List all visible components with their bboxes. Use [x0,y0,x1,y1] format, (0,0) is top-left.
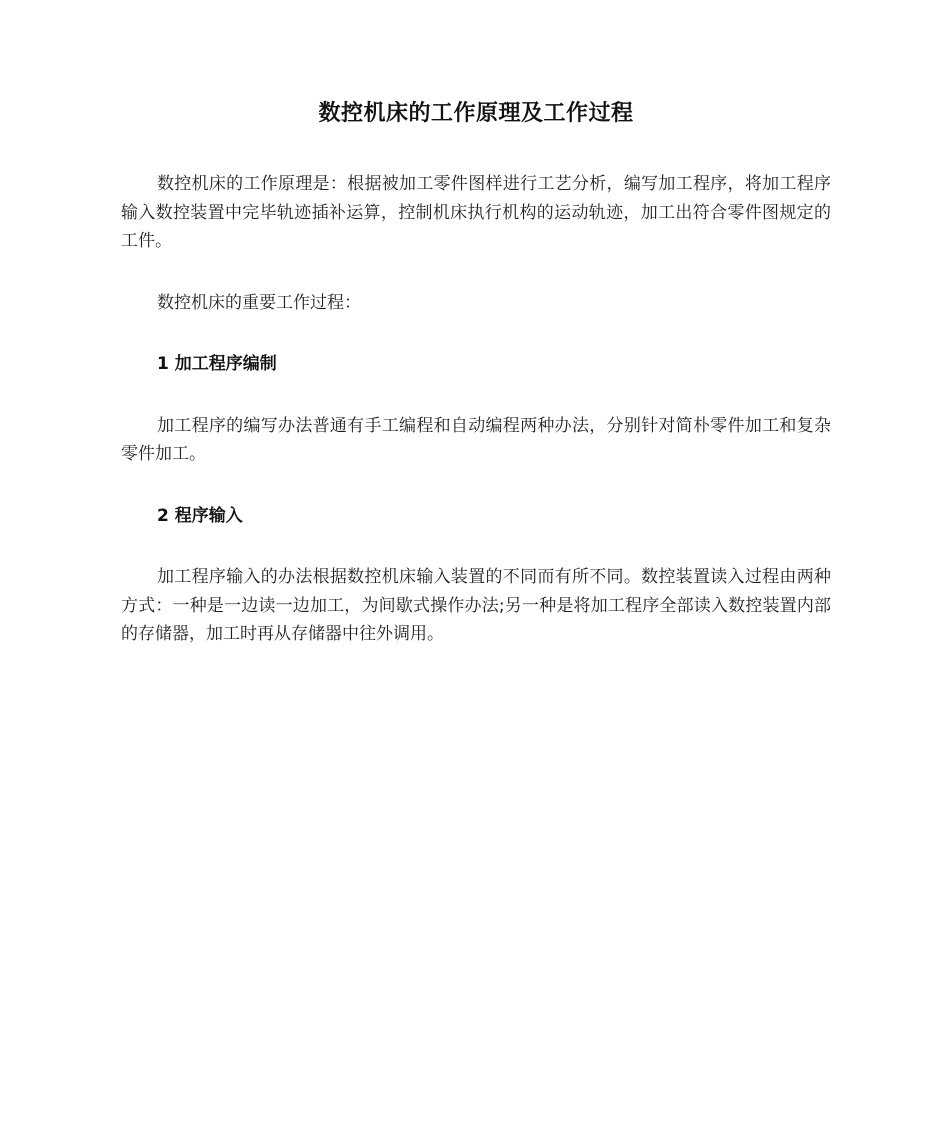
document-title: 数控机床的工作原理及工作过程 [318,101,634,126]
section-body-program-input: 加工程序输入的办法根据数控机床输入装置的不同而有所不同。数控装置读入过程由两种方式：一种是一边读一边加工，为间歇式操作办法;另一种是将加工程序全部读入数控装置内部的存储器，加工时再从存储器中往外调用。 [121,567,831,644]
section-heading-program-input: 2 程序输入 [157,505,243,526]
spacer [121,256,831,289]
section-body-program-writing: 加工程序的编写办法普通有手工编程和自动编程两种办法，分别针对简朴零件加工和复杂零件加工。 [121,415,831,464]
spacer [121,379,831,412]
spacer [121,132,831,170]
intro-paragraph: 数控机床的工作原理是：根据被加工零件图样进行工艺分析，编写加工程序，将加工程序输入数控装置中完毕轨迹插补运算，控制机床执行机构的运动轨迹，加工出符合零件图规定的工件。 [121,174,831,251]
section-heading-program-writing: 1 加工程序编制 [157,354,277,374]
spacer [121,469,831,502]
spacer [121,317,831,350]
spacer [121,530,831,563]
process-intro-paragraph: 数控机床的重要工作过程： [157,292,361,313]
document-page [121,96,831,649]
